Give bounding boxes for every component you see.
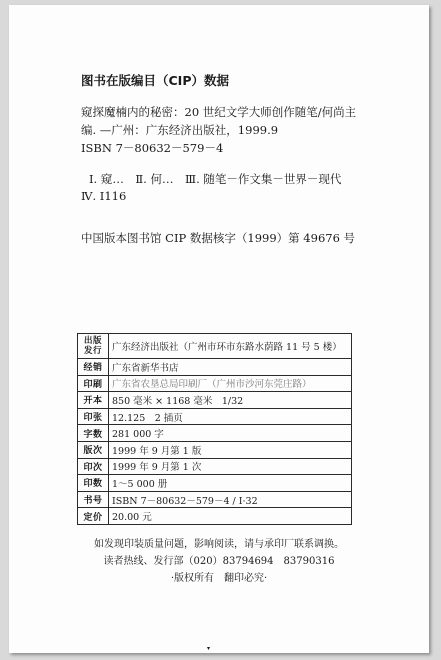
imprint-value: 20.00 元: [109, 508, 352, 525]
cip-heading: 图书在版编目（CIP）数据: [81, 73, 229, 88]
cip-isbn-line: ISBN 7－80632－579－4: [81, 141, 224, 155]
imprint-row: [78, 508, 352, 525]
imprint-row: [78, 458, 352, 475]
imprint-value: 广东省农垦总局印刷厂（广州市沙河东莞庄路）: [109, 375, 352, 392]
imprint-row: [78, 408, 352, 425]
imprint-row: [78, 491, 352, 508]
imprint-row: [78, 375, 352, 392]
cip-publisher-line: 编. —广州：广东经济出版社，1999.9: [81, 123, 279, 137]
reader-hotline: 读者热线、发行部（020）83794694 83790316: [103, 556, 335, 567]
rights-reserved: ·版权所有 翻印必究·: [170, 573, 268, 584]
copyright-page: [9, 5, 429, 653]
imprint-label: 印刷: [78, 375, 109, 392]
imprint-row: [78, 392, 352, 409]
imprint-label: 经销: [78, 359, 109, 376]
imprint-row: [78, 334, 352, 359]
cip-classification: Ⅳ. I116: [81, 189, 127, 203]
imprint-label: 开本: [78, 392, 109, 409]
imprint-label: 版次: [78, 441, 109, 458]
imprint-label: 印数: [78, 475, 109, 492]
page-mark: ▾: [207, 645, 211, 652]
imprint-row: [78, 441, 352, 458]
imprint-value: 广东省新华书店: [109, 359, 352, 376]
imprint-label: 定价: [78, 508, 109, 525]
imprint-label: 字数: [78, 425, 109, 442]
imprint-row: [78, 425, 352, 442]
imprint-label: 书号: [78, 491, 109, 508]
cip-title-line: 窥探魔楠内的秘密：20 世纪文学大师创作随笔/何尚主: [81, 105, 357, 119]
imprint-value: 1999 年 9 月第 1 次: [109, 458, 352, 475]
imprint-row: [78, 359, 352, 376]
imprint-row: [78, 475, 352, 492]
imprint-value: 12.125 2 插页: [109, 408, 352, 425]
imprint-label: 印张: [78, 408, 109, 425]
imprint-value: 广东经济出版社（广州市环市东路水荫路 11 号 5 楼）: [109, 334, 352, 359]
quality-notice: 如发现印装质量问题，影响阅读，请与承印厂联系调换。: [94, 539, 344, 550]
imprint-label: 印次: [78, 458, 109, 475]
imprint-table: [77, 333, 352, 525]
imprint-value: ISBN 7－80632－579－4 / I·32: [109, 491, 352, 508]
cip-subject-entries: Ⅰ. 窥… Ⅱ. 何… Ⅲ. 随笔－作文集－世界－现代: [89, 172, 342, 186]
imprint-value: 281 000 字: [109, 425, 352, 442]
imprint-value: 1～5 000 册: [109, 475, 352, 492]
imprint-label: 出版 发行: [78, 334, 109, 359]
imprint-value: 850 毫米 × 1168 毫米 1/32: [109, 392, 352, 409]
cip-approval-number: 中国版本图书馆 CIP 数据核字（1999）第 49676 号: [81, 231, 356, 245]
imprint-value: 1999 年 9 月第 1 版: [109, 441, 352, 458]
